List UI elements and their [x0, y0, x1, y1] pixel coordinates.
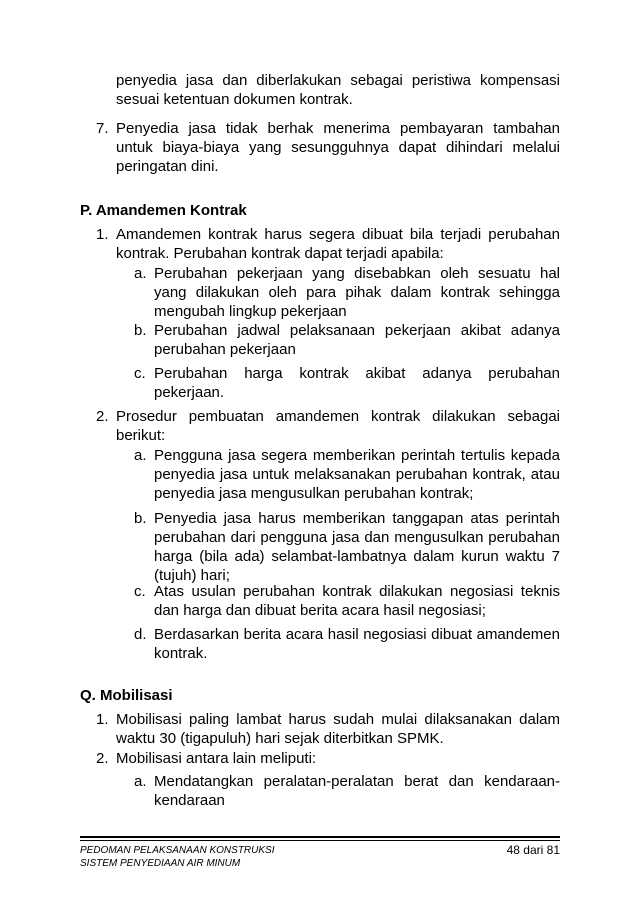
p-item-2-sub-a-text: Pengguna jasa segera memberikan perintah tertulis kepada penyedia jasa untuk melaksanakan perubahan kontrak, atau penyedia jasa mengusulkan perubahan kontrak; [154, 447, 560, 502]
q-item-2-sub-a-letter: a. [134, 773, 147, 790]
q-item-2-number: 2. [96, 750, 109, 767]
p-item-2-sub-b-text: Penyedia jasa harus memberikan tanggapan atas perintah perubahan dari pengguna jasa dan mengusulkan perubahan harga (bila ada) selambat-lambatnya dalam kurun waktu 7 (tujuh) hari; [154, 510, 560, 584]
footer-rule-thick [80, 836, 560, 838]
p-item-2-text: Prosedur pembuatan amandemen kontrak dilakukan sebagai berikut: [116, 408, 560, 444]
p-item-1-sub-a-letter: a. [134, 265, 147, 282]
p-item-1-sub-c-letter: c. [134, 365, 146, 382]
footer-title-line-2: SISTEM PENYEDIAAN AIR MINUM [80, 858, 241, 869]
item-7-text: Penyedia jasa tidak berhak menerima pembayaran tambahan untuk biaya-biaya yang sesungguhnya dapat dihindari melalui peringatan dini. [116, 120, 560, 175]
footer-document-title [80, 844, 275, 870]
q-item-2-sub-a-text: Mendatangkan peralatan-peralatan berat dan kendaraan-kendaraan [154, 773, 560, 809]
q-item-1-number: 1. [96, 711, 109, 728]
p-item-1-sub-b-text: Perubahan jadwal pelaksanaan pekerjaan akibat adanya perubahan pekerjaan [154, 322, 560, 358]
p-item-1-text: Amandemen kontrak harus segera dibuat bila terjadi perubahan kontrak. Perubahan kontrak dapat terjadi apabila: [116, 226, 560, 262]
q-item-1-text: Mobilisasi paling lambat harus sudah mulai dilaksanakan dalam waktu 30 (tigapuluh) hari sejak diterbitkan SPMK. [116, 711, 560, 747]
p-item-2-sub-a-letter: a. [134, 447, 147, 464]
p-item-2-sub-d-letter: d. [134, 626, 147, 643]
p-item-2-sub-d-text: Berdasarkan berita acara hasil negosiasi dibuat amandemen kontrak. [154, 626, 560, 662]
q-item-2-text: Mobilisasi antara lain meliputi: [116, 750, 317, 767]
p-item-2-number: 2. [96, 408, 109, 425]
section-q-heading: Q. Mobilisasi [80, 687, 173, 704]
p-item-1-sub-c-text: Perubahan harga kontrak akibat adanya perubahan pekerjaan. [154, 365, 560, 401]
section-p-heading: P. Amandemen Kontrak [80, 202, 247, 219]
footer-rule-thin [80, 840, 560, 841]
p-item-1-sub-b-letter: b. [134, 322, 147, 339]
continuation-paragraph: penyedia jasa dan diberlakukan sebagai peristiwa kompensasi sesuai ketentuan dokumen kontrak. [116, 72, 560, 108]
page-number: 48 dari 81 [506, 843, 560, 857]
p-item-1-number: 1. [96, 226, 109, 243]
p-item-2-sub-c-text: Atas usulan perubahan kontrak dilakukan negosiasi teknis dan harga dan dibuat berita acara hasil negosiasi; [154, 583, 560, 619]
p-item-2-sub-b-letter: b. [134, 510, 147, 527]
footer-title-line-1: PEDOMAN PELAKSANAAN KONSTRUKSI [80, 845, 275, 856]
p-item-2-sub-c-letter: c. [134, 583, 146, 600]
p-item-1-sub-a-text: Perubahan pekerjaan yang disebabkan oleh sesuatu hal yang dilakukan oleh para pihak dalam kontrak sehingga mengubah lingkup pekerjaan [154, 265, 560, 320]
item-7-number: 7. [96, 120, 109, 137]
